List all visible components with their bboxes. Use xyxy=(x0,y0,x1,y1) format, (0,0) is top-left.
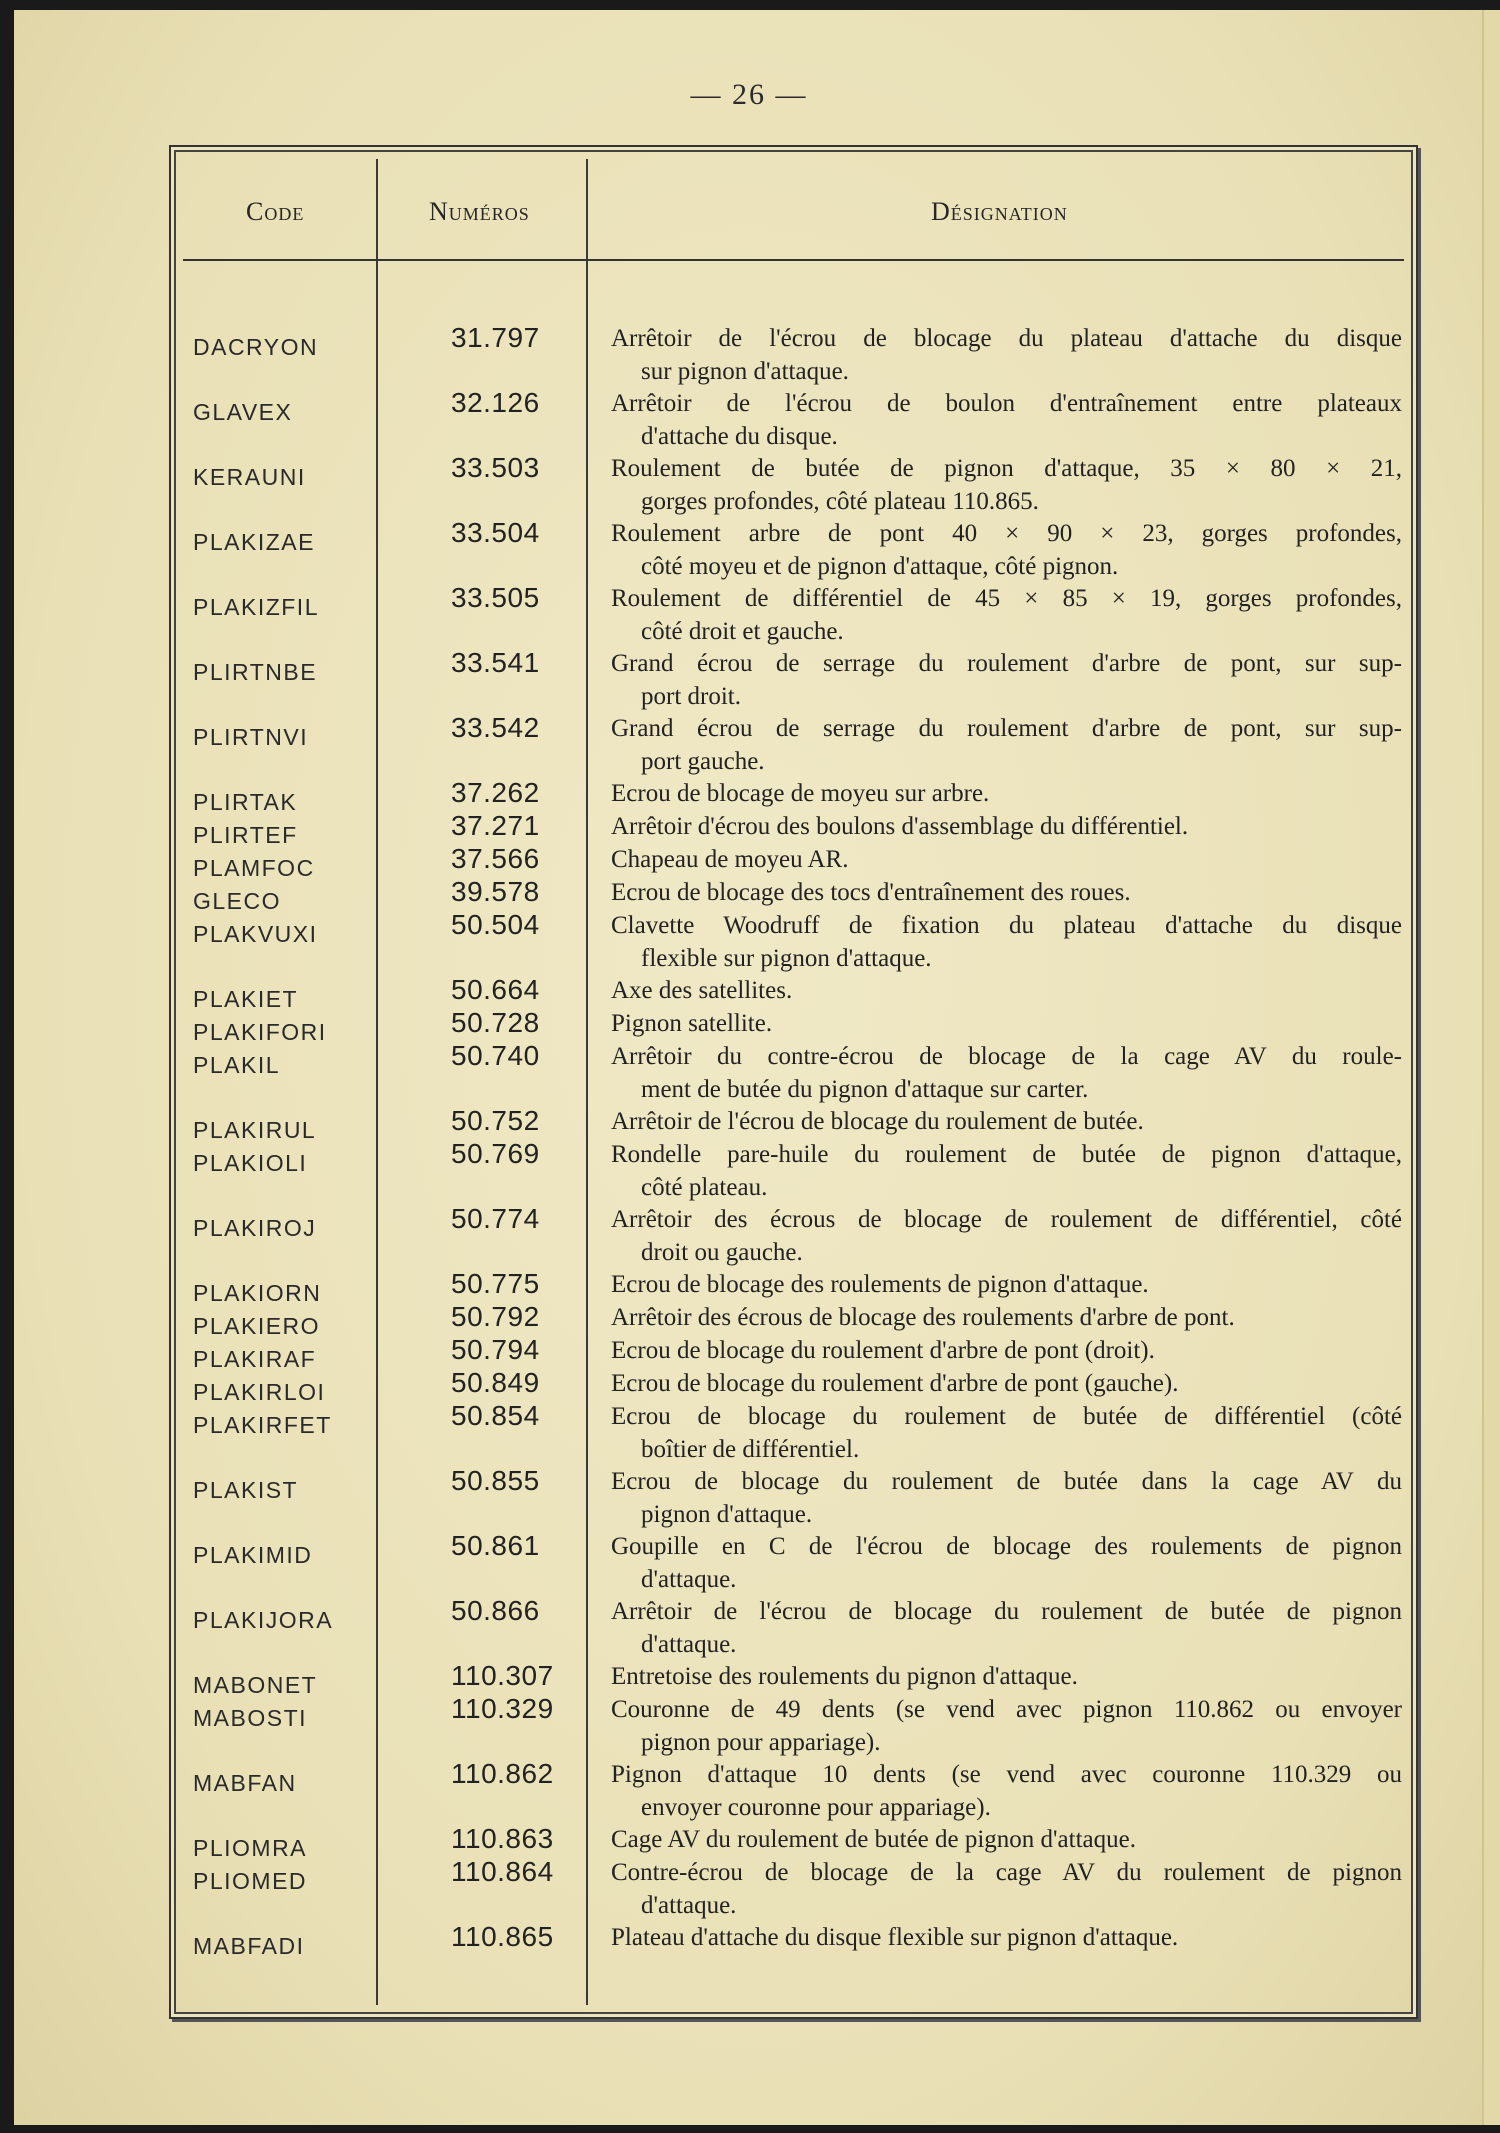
part-code: GLECO xyxy=(193,888,282,914)
part-designation xyxy=(611,843,1402,876)
part-designation xyxy=(611,1367,1402,1400)
table-row xyxy=(171,1040,1416,1106)
part-number: 110.862 xyxy=(451,1758,554,1789)
part-designation xyxy=(611,909,1402,975)
part-number: 110.864 xyxy=(451,1856,554,1887)
designation-line-1: Pignon satellite. xyxy=(611,1010,773,1037)
table-row xyxy=(171,647,1416,713)
part-designation xyxy=(611,810,1402,843)
table-row xyxy=(171,1530,1416,1596)
part-designation xyxy=(611,1203,1402,1269)
part-number: 37.566 xyxy=(451,843,540,874)
page-number: — 26 — xyxy=(690,78,808,111)
part-number: 31.797 xyxy=(451,322,540,353)
part-code: PLAKIRAF xyxy=(193,1346,317,1372)
designation-line-2: flexible sur pignon d'attaque. xyxy=(641,945,932,972)
table-row xyxy=(171,1465,1416,1531)
designation-line-2: boîtier de différentiel. xyxy=(641,1436,860,1463)
table-row xyxy=(171,322,1416,388)
designation-line-1: Chapeau de moyeu AR. xyxy=(611,846,849,873)
part-designation xyxy=(611,1400,1402,1466)
part-designation xyxy=(611,1530,1402,1596)
designation-line-1: Entretoise des roulements du pignon d'attaque. xyxy=(611,1663,1078,1690)
part-code: PLIRTEF xyxy=(193,822,298,848)
part-number: 50.855 xyxy=(451,1465,540,1496)
part-code: PLAKIZAE xyxy=(193,529,315,555)
designation-line-1: Ecrou de blocage du roulement d'arbre de pont (droit). xyxy=(611,1337,1155,1364)
parts-table xyxy=(169,145,1418,2019)
part-number: 33.542 xyxy=(451,712,540,743)
part-code: MABONET xyxy=(193,1672,318,1698)
part-code: PLAKVUXI xyxy=(193,921,318,947)
designation-line-1: Contre-écrou de blocage de la cage AV du roulement de pignon xyxy=(611,1859,1402,1886)
designation-line-2: pignon pour appariage). xyxy=(641,1729,881,1756)
part-code: PLAKIZFIL xyxy=(193,594,319,620)
part-code: PLIOMRA xyxy=(193,1835,308,1861)
part-designation xyxy=(611,1660,1402,1693)
part-number: 110.329 xyxy=(451,1693,554,1724)
designation-line-2: port gauche. xyxy=(641,748,765,775)
designation-line-2: gorges profondes, côté plateau 110.865. xyxy=(641,488,1039,515)
designation-line-2: ment de butée du pignon d'attaque sur carter. xyxy=(641,1076,1089,1103)
designation-line-1: Ecrou de blocage du roulement d'arbre de pont (gauche). xyxy=(611,1370,1179,1397)
designation-line-1: Ecrou de blocage de moyeu sur arbre. xyxy=(611,780,990,807)
table-row xyxy=(171,909,1416,975)
designation-line-2: envoyer couronne pour appariage). xyxy=(641,1794,991,1821)
part-designation xyxy=(611,1105,1402,1138)
part-code: PLAKIST xyxy=(193,1477,299,1503)
part-designation xyxy=(611,1465,1402,1531)
header-divider xyxy=(183,259,1404,261)
table-row xyxy=(171,582,1416,648)
part-designation xyxy=(611,1040,1402,1106)
document-page xyxy=(14,10,1484,2125)
part-designation xyxy=(611,712,1402,778)
part-code: PLAKIRLOI xyxy=(193,1379,326,1405)
table-row xyxy=(171,1758,1416,1824)
part-number: 37.262 xyxy=(451,777,540,808)
part-number: 50.775 xyxy=(451,1268,540,1299)
designation-line-2: côté droit et gauche. xyxy=(641,618,844,645)
part-designation xyxy=(611,1823,1402,1856)
part-designation xyxy=(611,1138,1402,1204)
part-code: GLAVEX xyxy=(193,399,293,425)
part-code: DACRYON xyxy=(193,334,319,360)
table-header xyxy=(171,187,1416,227)
designation-line-1: Arrêtoir de l'écrou de boulon d'entraînement entre plateaux xyxy=(611,390,1402,417)
part-designation xyxy=(611,1595,1402,1661)
part-code: PLAKIJORA xyxy=(193,1607,334,1633)
part-designation xyxy=(611,582,1402,648)
table-row xyxy=(171,1138,1416,1204)
designation-line-2: d'attaque. xyxy=(641,1631,737,1658)
designation-line-1: Couronne de 49 dents (se vend avec pignon 110.862 ou envoyer xyxy=(611,1696,1402,1723)
table-row xyxy=(171,712,1416,778)
part-designation xyxy=(611,974,1402,1007)
part-code: PLAKIRFET xyxy=(193,1412,332,1438)
part-designation xyxy=(611,647,1402,713)
designation-line-2: droit ou gauche. xyxy=(641,1239,803,1266)
part-designation xyxy=(611,1007,1402,1040)
designation-line-1: Arrêtoir des écrous de blocage des roulements d'arbre de pont. xyxy=(611,1304,1235,1331)
part-number: 33.541 xyxy=(451,647,540,678)
designation-line-1: Arrêtoir du contre-écrou de blocage de la cage AV du roule- xyxy=(611,1043,1402,1070)
part-code: PLAKIMID xyxy=(193,1542,313,1568)
designation-line-1: Arrêtoir d'écrou des boulons d'assemblage du différentiel. xyxy=(611,813,1189,840)
table-row xyxy=(171,1203,1416,1269)
designation-line-1: Arrêtoir de l'écrou de blocage du roulement de butée de pignon xyxy=(611,1598,1402,1625)
designation-line-1: Goupille en C de l'écrou de blocage des roulements de pignon xyxy=(611,1533,1402,1560)
part-code: PLAMFOC xyxy=(193,855,315,881)
designation-line-2: d'attache du disque. xyxy=(641,423,838,450)
part-number: 50.792 xyxy=(451,1301,540,1332)
part-number: 110.865 xyxy=(451,1921,554,1952)
part-number: 50.866 xyxy=(451,1595,540,1626)
part-number: 50.504 xyxy=(451,909,540,940)
table-row xyxy=(171,1856,1416,1922)
part-designation xyxy=(611,1758,1402,1824)
designation-line-1: Roulement de butée de pignon d'attaque, 35 × 80 × 21, xyxy=(611,455,1402,482)
part-code: PLAKIOLI xyxy=(193,1150,308,1176)
part-number: 32.126 xyxy=(451,387,540,418)
designation-line-2: côté moyeu et de pignon d'attaque, côté pignon. xyxy=(641,553,1119,580)
part-number: 50.861 xyxy=(451,1530,540,1561)
part-designation xyxy=(611,452,1402,518)
part-number: 39.578 xyxy=(451,876,540,907)
part-code: PLIRTAK xyxy=(193,789,298,815)
designation-line-1: Grand écrou de serrage du roulement d'arbre de pont, sur sup- xyxy=(611,650,1402,677)
header-numeros: Numéros xyxy=(429,197,530,226)
table-row xyxy=(171,1693,1416,1759)
part-code: PLAKIL xyxy=(193,1052,280,1078)
part-number: 110.307 xyxy=(451,1660,554,1691)
part-code: PLIRTNVI xyxy=(193,724,309,750)
designation-line-2: d'attaque. xyxy=(641,1892,737,1919)
table-row xyxy=(171,387,1416,453)
designation-line-1: Roulement de différentiel de 45 × 85 × 19, gorges profondes, xyxy=(611,585,1402,612)
page-edge xyxy=(1482,10,1500,2125)
header-designation: Désignation xyxy=(931,197,1068,226)
part-number: 33.505 xyxy=(451,582,540,613)
part-designation xyxy=(611,517,1402,583)
part-number: 37.271 xyxy=(451,810,540,841)
designation-line-1: Rondelle pare-huile du roulement de butée de pignon d'attaque, xyxy=(611,1141,1402,1168)
designation-line-1: Ecrou de blocage du roulement de butée de différentiel (côté xyxy=(611,1403,1402,1430)
part-number: 50.664 xyxy=(451,974,540,1005)
designation-line-1: Roulement arbre de pont 40 × 90 × 23, gorges profondes, xyxy=(611,520,1402,547)
part-number: 110.863 xyxy=(451,1823,554,1854)
part-number: 50.752 xyxy=(451,1105,540,1136)
part-designation xyxy=(611,1693,1402,1759)
part-code: MABFAN xyxy=(193,1770,297,1796)
part-designation xyxy=(611,1268,1402,1301)
table-row xyxy=(171,517,1416,583)
designation-line-2: sur pignon d'attaque. xyxy=(641,358,849,385)
part-code: PLAKIRUL xyxy=(193,1117,317,1143)
designation-line-1: Ecrou de blocage des roulements de pignon d'attaque. xyxy=(611,1271,1149,1298)
part-code: PLAKIFORI xyxy=(193,1019,327,1045)
part-code: PLAKIROJ xyxy=(193,1215,317,1241)
part-code: KERAUNI xyxy=(193,464,306,490)
table-row xyxy=(171,452,1416,518)
designation-line-1: Cage AV du roulement de butée de pignon d'attaque. xyxy=(611,1826,1136,1853)
designation-line-2: côté plateau. xyxy=(641,1174,768,1201)
part-code: MABOSTI xyxy=(193,1705,308,1731)
part-number: 33.503 xyxy=(451,452,540,483)
designation-line-1: Grand écrou de serrage du roulement d'arbre de pont, sur sup- xyxy=(611,715,1402,742)
designation-line-1: Arrêtoir de l'écrou de blocage du roulement de butée. xyxy=(611,1108,1144,1135)
designation-line-1: Arrêtoir de l'écrou de blocage du plateau d'attache du disque xyxy=(611,325,1402,352)
part-number: 50.774 xyxy=(451,1203,540,1234)
part-number: 50.740 xyxy=(451,1040,540,1071)
part-code: PLAKIORN xyxy=(193,1280,322,1306)
part-designation xyxy=(611,322,1402,388)
designation-line-1: Axe des satellites. xyxy=(611,977,793,1004)
designation-line-1: Plateau d'attache du disque flexible sur pignon d'attaque. xyxy=(611,1924,1179,1951)
designation-line-1: Clavette Woodruff de fixation du plateau d'attache du disque xyxy=(611,912,1402,939)
part-code: PLIRTNBE xyxy=(193,659,318,685)
part-code: PLAKIET xyxy=(193,986,299,1012)
header-code: Code xyxy=(246,197,305,226)
designation-line-2: pignon d'attaque. xyxy=(641,1501,813,1528)
designation-line-1: Arrêtoir des écrous de blocage de roulement de différentiel, côté xyxy=(611,1206,1402,1233)
designation-line-1: Ecrou de blocage des tocs d'entraînement des roues. xyxy=(611,879,1131,906)
part-designation xyxy=(611,1856,1402,1922)
designation-line-1: Pignon d'attaque 10 dents (se vend avec couronne 110.329 ou xyxy=(611,1761,1402,1788)
part-designation xyxy=(611,1334,1402,1367)
table-row xyxy=(171,1921,1416,1987)
designation-line-2: d'attaque. xyxy=(641,1566,737,1593)
part-designation xyxy=(611,777,1402,810)
part-number: 50.769 xyxy=(451,1138,540,1169)
table-row xyxy=(171,1595,1416,1661)
part-code: PLAKIERO xyxy=(193,1313,321,1339)
designation-line-1: Ecrou de blocage du roulement de butée dans la cage AV du xyxy=(611,1468,1402,1495)
table-row xyxy=(171,1400,1416,1466)
part-code: MABFADI xyxy=(193,1933,305,1959)
part-number: 50.849 xyxy=(451,1367,540,1398)
part-number: 50.794 xyxy=(451,1334,540,1365)
part-code: PLIOMED xyxy=(193,1868,308,1894)
part-designation xyxy=(611,1921,1402,1954)
part-designation xyxy=(611,1301,1402,1334)
designation-line-2: port droit. xyxy=(641,683,741,710)
part-number: 33.504 xyxy=(451,517,540,548)
part-number: 50.854 xyxy=(451,1400,540,1431)
part-designation xyxy=(611,876,1402,909)
part-number: 50.728 xyxy=(451,1007,540,1038)
part-designation xyxy=(611,387,1402,453)
